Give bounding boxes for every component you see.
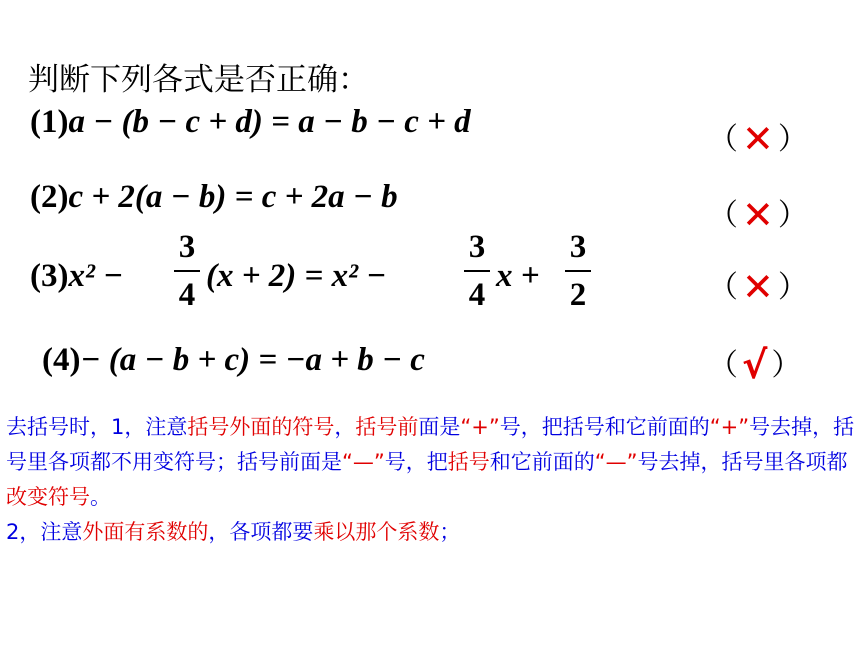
equation-label: (4) bbox=[42, 342, 81, 378]
check-icon: √ bbox=[742, 343, 768, 387]
equation-expression: − (a − b + c) = −a + b − c bbox=[80, 342, 425, 378]
note-highlight: “+” bbox=[709, 415, 750, 439]
note-highlight: “—” bbox=[342, 450, 385, 474]
note-text: 去括号时，1，注意 bbox=[6, 415, 188, 439]
notes bbox=[6, 410, 856, 550]
fraction-numerator: 3 bbox=[178, 229, 196, 265]
answer-mark-3 bbox=[708, 262, 808, 309]
paren-close: ） bbox=[777, 122, 808, 157]
fraction-3 bbox=[565, 228, 591, 314]
paren-open: （ bbox=[708, 122, 738, 157]
equation-label: (3) bbox=[30, 258, 69, 294]
note-highlight: 括号 bbox=[447, 450, 490, 474]
equation-label: (1) bbox=[30, 104, 69, 140]
fraction-numerator: 3 bbox=[468, 229, 486, 265]
fraction-denominator: 2 bbox=[569, 277, 587, 313]
note-highlight: 括号前 bbox=[355, 415, 419, 439]
cross-icon: ✕ bbox=[742, 265, 774, 309]
equation-label: (2) bbox=[30, 179, 69, 215]
note-highlight: 外面有系数的 bbox=[82, 520, 209, 544]
cross-icon: ✕ bbox=[742, 193, 774, 237]
fraction-numerator: 3 bbox=[569, 229, 587, 265]
equation-3-end: x + bbox=[496, 258, 540, 294]
note-highlight: “—” bbox=[594, 450, 638, 474]
note-paragraph-1 bbox=[6, 410, 856, 515]
fraction-bar bbox=[565, 270, 591, 272]
answer-mark-2 bbox=[708, 190, 808, 237]
equation-lhs-start: x² − bbox=[68, 258, 124, 294]
fraction-denominator: 4 bbox=[178, 277, 196, 313]
cross-icon: ✕ bbox=[742, 117, 774, 161]
note-text: 和它前面的 bbox=[489, 450, 595, 474]
fraction-1 bbox=[174, 228, 200, 314]
note-highlight: 改变符号 bbox=[6, 485, 90, 509]
note-text: 。 bbox=[90, 485, 111, 509]
page-title: 判断下列各式是否正确： bbox=[28, 62, 369, 98]
equation-3 bbox=[30, 258, 123, 295]
equation-4 bbox=[42, 342, 425, 379]
paren-open: （ bbox=[708, 198, 738, 233]
note-text: ； bbox=[439, 520, 461, 544]
note-text: 号，把 bbox=[384, 450, 448, 474]
note-text: ， bbox=[334, 415, 356, 439]
answer-mark-4 bbox=[708, 340, 801, 387]
note-paragraph-2 bbox=[6, 515, 856, 550]
note-highlight: “+” bbox=[460, 415, 500, 439]
note-text: 号去掉，括号里各项都 bbox=[637, 450, 848, 474]
equation-2 bbox=[30, 179, 398, 216]
note-highlight: 括号外面的符号 bbox=[187, 415, 335, 439]
answer-mark-1 bbox=[708, 114, 808, 161]
equation-expression: a − (b − c + d) = a − b − c + d bbox=[68, 104, 471, 140]
note-text: 号，把括号和它前面的 bbox=[499, 415, 710, 439]
note-text: 2，注意 bbox=[6, 520, 83, 544]
note-highlight: 乘以那个系数 bbox=[313, 520, 440, 544]
equation-1 bbox=[30, 104, 471, 141]
equation-3-middle: (x + 2) = x² − bbox=[206, 258, 387, 294]
paren-open: （ bbox=[708, 348, 738, 383]
equation-expression: c + 2(a − b) = c + 2a − b bbox=[68, 179, 398, 215]
paren-close: ） bbox=[771, 348, 802, 383]
paren-open: （ bbox=[708, 270, 738, 305]
note-text: ，各项都要 bbox=[208, 520, 314, 544]
fraction-bar bbox=[174, 270, 200, 272]
paren-close: ） bbox=[777, 270, 808, 305]
fraction-bar bbox=[464, 270, 490, 272]
note-text: 号去掉，括号里各项都不用变符号；括号前面是 bbox=[6, 415, 855, 474]
paren-close: ） bbox=[777, 198, 808, 233]
fraction-2 bbox=[464, 228, 490, 314]
note-text: 面是 bbox=[418, 415, 461, 439]
fraction-denominator: 4 bbox=[468, 277, 486, 313]
